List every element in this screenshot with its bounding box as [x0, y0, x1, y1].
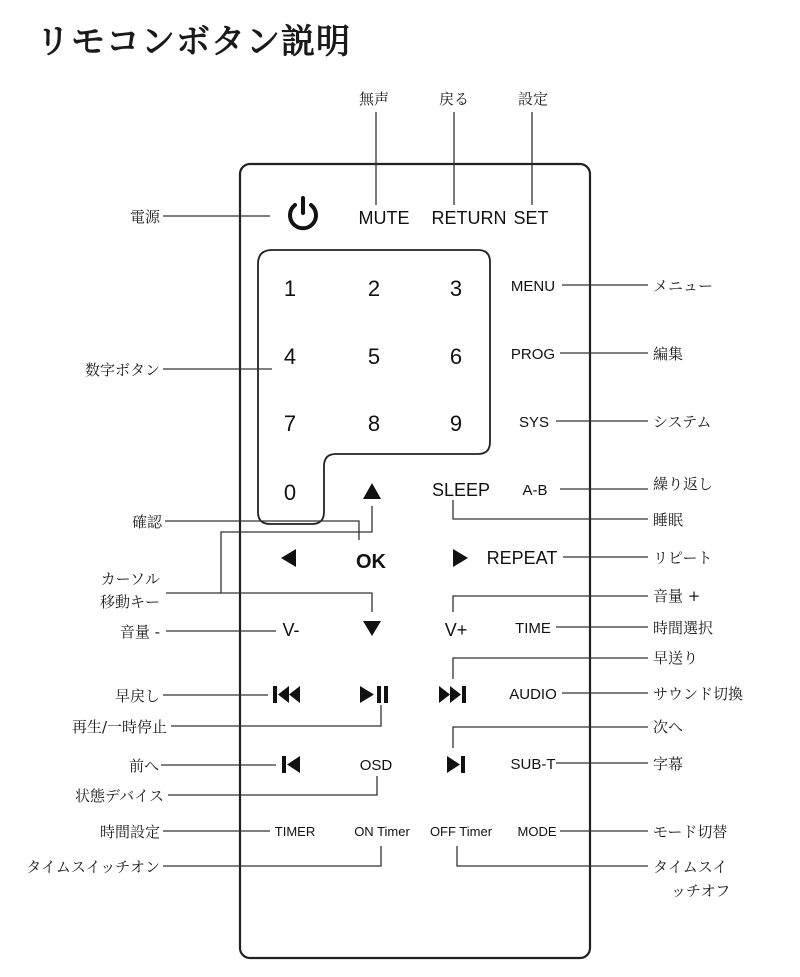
page-title: リモコンボタン説明: [36, 22, 351, 62]
off-timer-button[interactable]: OFF Timer: [429, 824, 493, 839]
number-6-button[interactable]: 6: [449, 344, 463, 369]
ok-button[interactable]: OK: [356, 551, 386, 573]
play-pause-icon[interactable]: [360, 686, 388, 703]
label-prev: 前へ: [128, 757, 159, 775]
volume-down-button[interactable]: V-: [282, 620, 300, 640]
sleep-button[interactable]: SLEEP: [431, 480, 491, 500]
label-volume-up: 音量 +: [653, 587, 701, 605]
ab-repeat-button[interactable]: A-B: [522, 482, 548, 499]
label-set: 設定: [517, 90, 549, 108]
time-button[interactable]: TIME: [515, 620, 551, 637]
arrow-right-icon[interactable]: [453, 549, 468, 567]
label-mute: 無声: [358, 90, 390, 108]
arrow-up-icon[interactable]: [363, 483, 381, 499]
number-7-button[interactable]: 7: [283, 411, 297, 436]
menu-button[interactable]: MENU: [510, 278, 556, 295]
number-0-button[interactable]: 0: [283, 480, 297, 505]
arrow-down-icon[interactable]: [363, 621, 381, 636]
label-mode: モード切替: [653, 823, 728, 841]
number-4-button[interactable]: 4: [283, 344, 297, 369]
power-icon[interactable]: [290, 198, 316, 228]
number-9-button[interactable]: 9: [449, 411, 463, 436]
label-ab: 繰り返し: [653, 475, 714, 493]
fast-forward-icon[interactable]: [439, 686, 466, 703]
label-menu: メニュー: [653, 277, 714, 295]
label-rewind: 早戻し: [114, 687, 160, 705]
audio-button[interactable]: AUDIO: [509, 686, 557, 703]
number-2-button[interactable]: 2: [367, 276, 381, 301]
number-5-button[interactable]: 5: [367, 344, 381, 369]
timer-button[interactable]: TIMER: [274, 824, 316, 839]
fast-rewind-icon[interactable]: [273, 686, 300, 703]
label-timer: 時間設定: [99, 823, 160, 841]
skip-next-icon[interactable]: [447, 756, 465, 773]
label-off-timer-2: ッチオフ: [671, 882, 731, 900]
skip-previous-icon[interactable]: [282, 756, 300, 773]
label-volume-down: 音量 -: [119, 623, 160, 641]
label-prog: 編集: [653, 345, 684, 363]
label-cursor-1: カーソル: [100, 570, 160, 588]
return-button[interactable]: RETURN: [431, 208, 507, 228]
label-on-timer: タイムスイッチオン: [26, 858, 160, 876]
label-time: 時間選択: [653, 619, 714, 637]
label-sys: システム: [653, 413, 712, 431]
label-osd: 状態デバイス: [75, 787, 164, 805]
label-audio: サウンド切換: [653, 685, 744, 703]
number-8-button[interactable]: 8: [367, 411, 381, 436]
set-button[interactable]: SET: [513, 208, 549, 228]
prog-button[interactable]: PROG: [510, 346, 556, 363]
repeat-button[interactable]: REPEAT: [486, 548, 558, 568]
label-off-timer-1: タイムスイ: [653, 858, 728, 876]
arrow-left-icon[interactable]: [281, 549, 296, 567]
mute-button[interactable]: MUTE: [358, 208, 410, 228]
on-timer-button[interactable]: ON Timer: [354, 824, 410, 839]
label-numbers: 数字ボタン: [84, 361, 160, 379]
label-return: 戻る: [438, 90, 470, 108]
label-power: 電源: [129, 208, 160, 226]
label-sleep: 睡眠: [653, 511, 684, 529]
number-3-button[interactable]: 3: [449, 276, 463, 301]
label-next: 次へ: [653, 718, 684, 736]
label-forward: 早送り: [653, 649, 699, 667]
mode-button[interactable]: MODE: [517, 824, 557, 839]
label-subtitle: 字幕: [653, 755, 684, 773]
subtitle-button[interactable]: SUB-T: [510, 756, 556, 773]
volume-up-button[interactable]: V+: [444, 620, 468, 640]
sys-button[interactable]: SYS: [518, 414, 550, 431]
osd-button[interactable]: OSD: [359, 757, 393, 774]
label-cursor-2: 移動キー: [99, 593, 160, 611]
label-play-pause: 再生/一時停止: [71, 718, 167, 736]
label-repeat: リピート: [653, 549, 713, 567]
number-1-button[interactable]: 1: [283, 276, 297, 301]
label-ok: 確認: [131, 513, 162, 531]
